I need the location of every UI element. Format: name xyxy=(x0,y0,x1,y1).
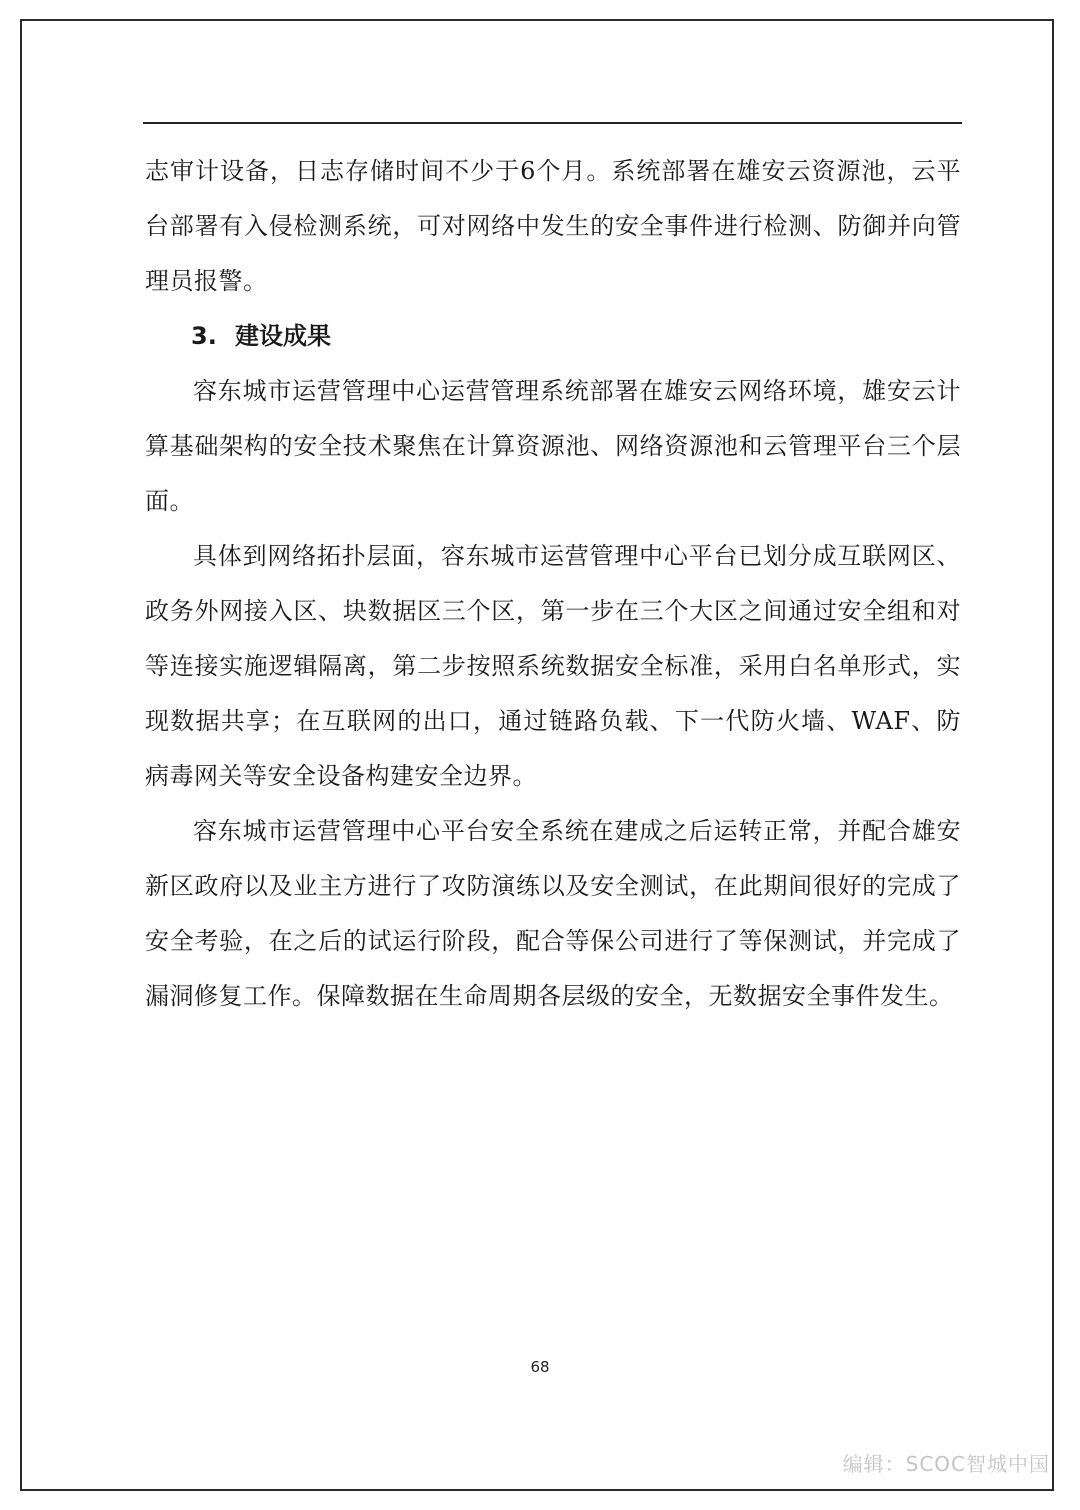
document-body xyxy=(145,144,961,1024)
section-number: 3. xyxy=(191,322,217,350)
section-paragraph-2: 具体到网络拓扑层面，容东城市运营管理中心平台已划分成互联网区、政务外网接入区、块数据区三个区，第一步在三个大区之间通过安全组和对等连接实施逻辑隔离，第二步按照系统数据安全标准，采用白名单形式，实现数据共享；在互联网的出口，通过链路负载、下一代防火墙、WAF、防病毒网关等安全设备构建安全边界。 xyxy=(145,542,961,790)
section-paragraph-1: 容东城市运营管理中心运营管理系统部署在雄安云网络环境，雄安云计算基础架构的安全技术聚焦在计算资源池、网络资源池和云管理平台三个层面。 xyxy=(145,377,961,515)
section-title: 建设成果 xyxy=(235,322,331,350)
editor-watermark: 编辑：SCOC智城中国 xyxy=(842,1452,1050,1476)
page-number: 68 xyxy=(530,1358,550,1376)
section-paragraph-3: 容东城市运营管理中心平台安全系统在建成之后运转正常，并配合雄安新区政府以及业主方进行了攻防演练以及安全测试，在此期间很好的完成了安全考验，在之后的试运行阶段，配合等保公司进行了等保测试，并完成了漏洞修复工作。保障数据在生命周期各层级的安全，无数据安全事件发生。 xyxy=(145,817,961,1010)
section-heading xyxy=(145,309,961,364)
header-rule xyxy=(143,122,962,124)
continued-paragraph: 志审计设备，日志存储时间不少于6个月。系统部署在雄安云资源池，云平台部署有入侵检测系统，可对网络中发生的安全事件进行检测、防御并向管理员报警。 xyxy=(145,157,961,295)
